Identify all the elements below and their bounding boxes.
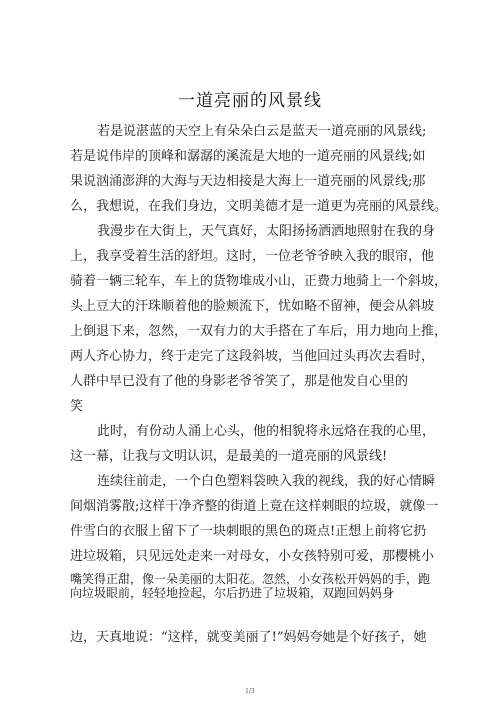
- page-number: 1/3: [245, 688, 255, 695]
- paragraph-2-line-1: 我漫步在大街上，天气真好，太阳扬扬洒洒地照射在我的身: [97, 224, 436, 239]
- paragraph-2-line-5: 上倒退下来，忽然，一双有力的大手搭在了车后，用力地向上推，: [70, 324, 448, 339]
- paragraph-1-line-3: 果说汹涌澎湃的大海与天边相接是大海上一道亮丽的风景线;那: [70, 174, 426, 189]
- paragraph-2-line-4: 头上豆大的汗珠顺着他的脸颊流下，忧如略不留神，便会从斜坡: [70, 299, 435, 314]
- paragraph-2-line-2: 上，我享受着生活的舒坦。这时，一位老爷爷映入我的眼帘，他: [70, 249, 435, 264]
- document-title: 一道亮丽的风景线: [178, 91, 322, 111]
- paragraph-1-line-2: 若是说伟岸的顶峰和潺潺的溪流是大地的一道亮丽的风景线;如: [70, 149, 426, 164]
- paragraph-2-line-7: 人群中早已没有了他的身影老爷爷笑了，那是他发自心里的: [70, 374, 409, 389]
- paragraph-2-line-3: 骑着一辆三轮车，车上的货物堆成小山，正费力地骑上一个斜坡，: [70, 274, 448, 289]
- paragraph-4-line-5: 嘴笑得正甜，像一朵美丽的太阳花。忽然，小女孩松开妈妈的手，跑: [70, 572, 431, 586]
- paragraph-4-line-2: 间烟消雾散;这样干净齐整的街道上竟在这样刺眼的垃圾，就像一: [70, 499, 439, 514]
- paragraph-1-line-1: 若是说湛蓝的天空上有朵朵白云是蓝天一道亮丽的风景线;: [97, 124, 427, 139]
- paragraph-3-line-2: 这一幕，让我与文明认识，是最美的一道亮丽的风景线!: [70, 449, 388, 464]
- paragraph-1-line-4: 么，我想说，在我们身边，文明美德才是一道更为亮丽的风景线。: [70, 199, 448, 214]
- paragraph-3-line-1: 此时，有份动人涌上心头，他的相貌将永远烙在我的心里，: [97, 424, 436, 439]
- paragraph-4-line-4: 进垃圾箱，只见远处走来一对母女，小女孩特别可爱，那樱桃小: [70, 549, 435, 564]
- paragraph-2-line-8: 笑: [70, 399, 84, 414]
- paragraph-4-line-1: 连续往前走，一个白色塑料袋映入我的视线，我的好心情瞬: [97, 474, 436, 489]
- paragraph-4-line-3: 件雪白的衣服上留下了一块刺眼的黑色的斑点!正想上前将它扔: [70, 524, 427, 539]
- paragraph-2-line-6: 两人齐心协力，终于走完了这段斜坡，当他回过头再次去看时，: [70, 349, 435, 364]
- paragraph-4-line-7: 边，天真地说：“这样，就变美丽了!”妈妈夸她是个好孩子，她: [70, 630, 427, 645]
- paragraph-4-line-6: 向垃圾眼前，轻轻地捡起，尔后扔进了垃圾箱，双跑回妈妈身: [70, 586, 395, 600]
